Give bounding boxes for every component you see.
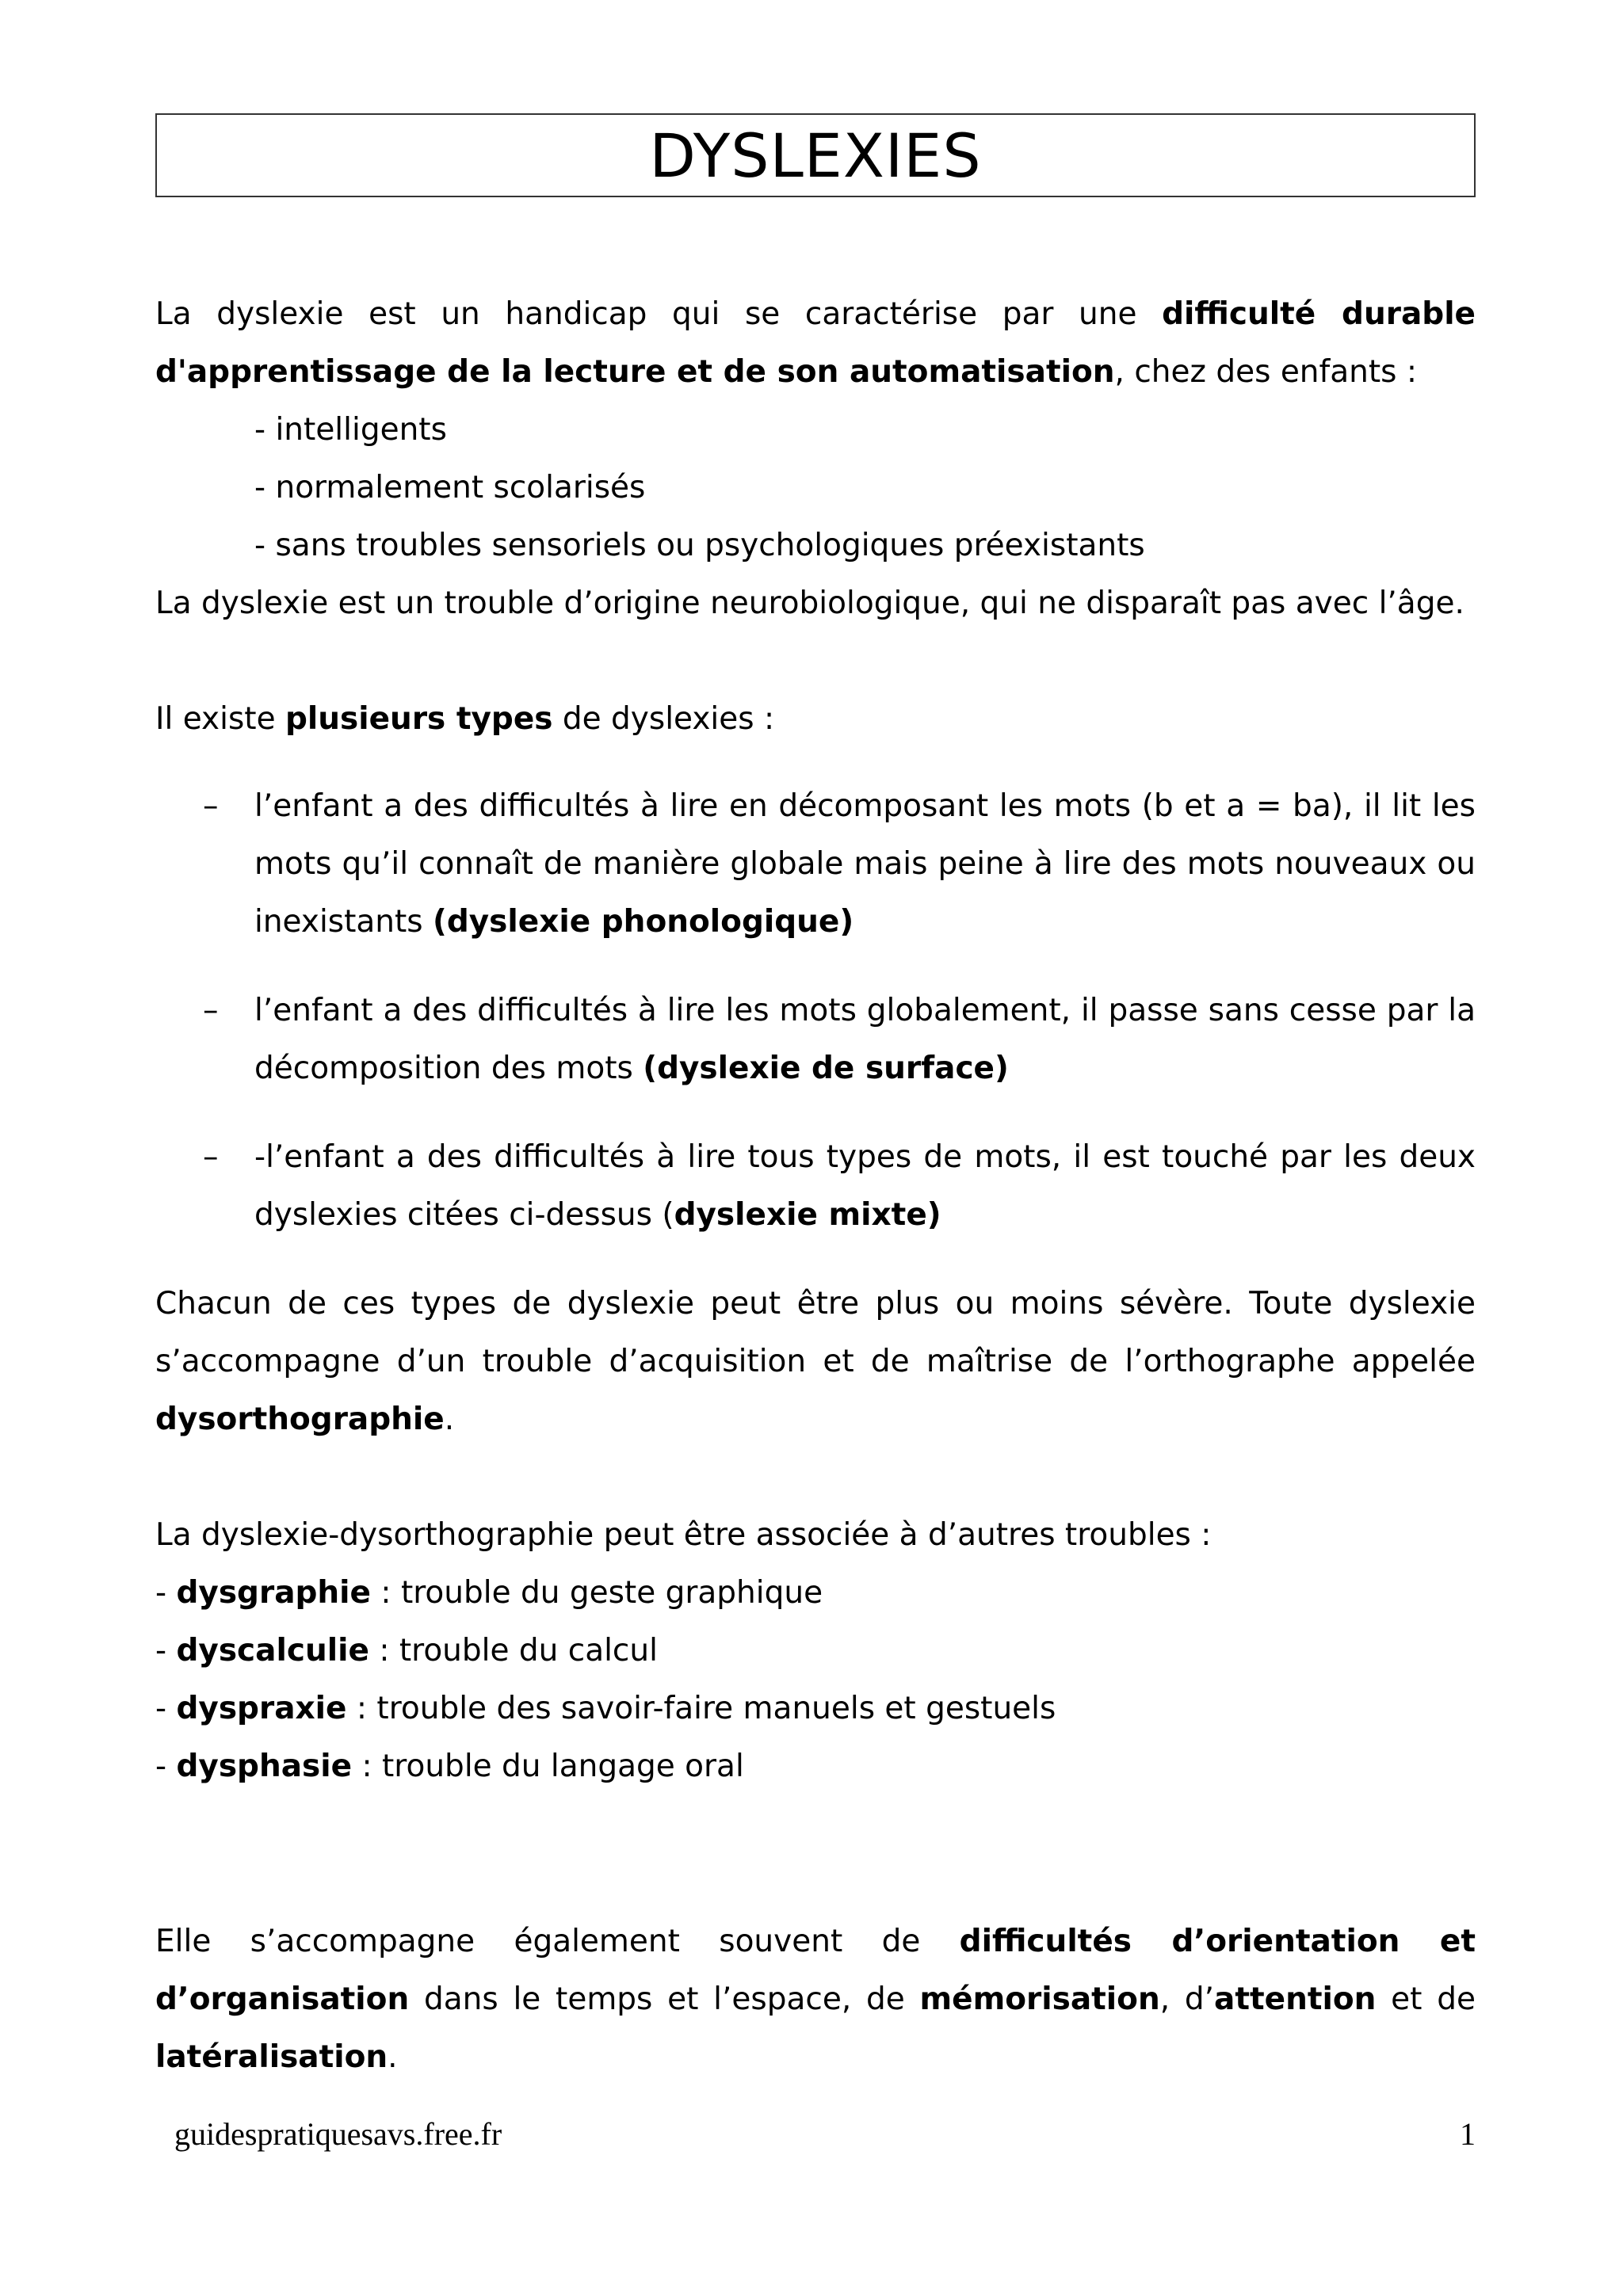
list-item: - normalement scolarisés: [254, 470, 646, 505]
intro-paragraph: [155, 285, 1476, 401]
title-box: [155, 113, 1476, 197]
page-number: 1: [1460, 2116, 1476, 2152]
dash-bullet-icon: –: [203, 1139, 219, 1175]
footer-site: guidespratiquesavs.free.fr: [174, 2116, 502, 2152]
document-body: [155, 285, 1476, 2086]
intro-text-end: , chez des enfants :: [1114, 354, 1418, 390]
types-lead: Il existe plusieurs types de dyslexies :: [155, 701, 775, 737]
page-footer: [174, 2115, 1476, 2153]
list-item: – l’enfant a des difficultés à lire les mots globalement, il passe sans cesse par la décomposition des mots (dyslexie de surface): [155, 982, 1476, 1097]
list-item: - sans troubles sensoriels ou psychologiques préexistants: [254, 528, 1145, 563]
list-item: - intelligents: [254, 412, 447, 448]
types-list: [155, 777, 1476, 1244]
intro-text: La dyslexie est un handicap qui se caractérise par une: [155, 296, 1163, 332]
dash-bullet-icon: –: [203, 993, 219, 1028]
dash-bullet-icon: –: [203, 788, 219, 824]
list-item: – -l’enfant a des difficultés à lire tous types de mots, il est touché par les deux dyslexies citées ci-dessus (dyslexie mixte): [155, 1128, 1476, 1244]
intro-paragraph-2: La dyslexie est un trouble d’origine neurobiologique, qui ne disparaît pas avec l’âge.: [155, 585, 1465, 621]
list-item: - dyscalculie : trouble du calcul: [155, 1633, 658, 1669]
page-title: DYSLEXIES: [649, 120, 982, 191]
intro-bold: difficulté durable d'apprentissage de la lecture et de son automatisation: [155, 296, 1476, 390]
severity-paragraph: Chacun de ces types de dyslexie peut être plus ou moins sévère. Toute dyslexie s’accompagne d’un trouble d’acquisition et de maîtrise de l’orthographe appelée dysorthographie.: [155, 1286, 1476, 1437]
associated-lead: La dyslexie-dysorthographie peut être associée à d’autres troubles :: [155, 1517, 1212, 1553]
list-item: - dysphasie : trouble du langage oral: [155, 1749, 744, 1784]
list-item: – l’enfant a des difficultés à lire en décomposant les mots (b et a = ba), il lit les mots qu’il connaît de manière globale mais peine à lire des mots nouveaux ou inexistants (dyslexie phonologique): [155, 777, 1476, 951]
closing-paragraph: Elle s’accompagne également souvent de difficultés d’orientation et d’organisation dans le temps et l’espace, de mémorisation, d’attention et de latéralisation.: [155, 1924, 1476, 2075]
list-item: - dysgraphie : trouble du geste graphique: [155, 1575, 823, 1611]
list-item: - dyspraxie : trouble des savoir-faire manuels et gestuels: [155, 1691, 1056, 1726]
